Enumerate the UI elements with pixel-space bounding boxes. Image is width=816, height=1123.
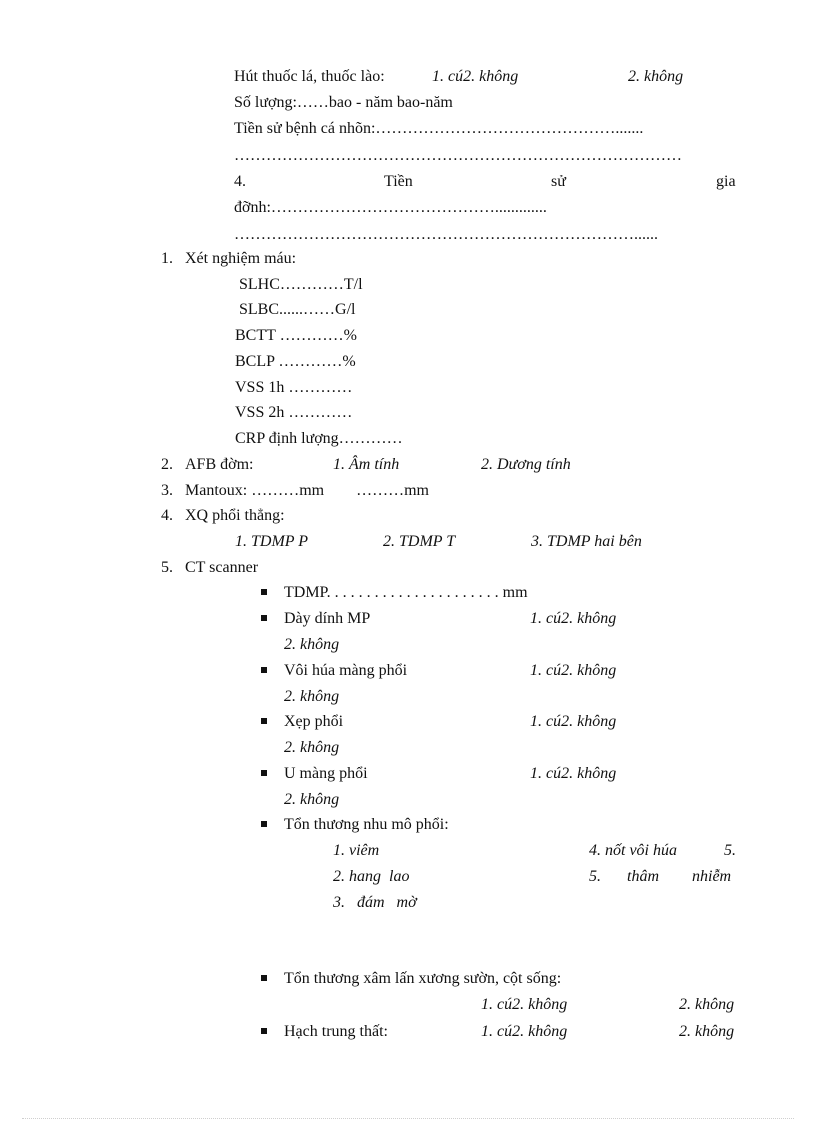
blood-item-crp: CRP định lượng………… bbox=[235, 430, 403, 447]
ct-dense-option-no: 2. không bbox=[284, 636, 340, 653]
blood-test-number: 1. bbox=[161, 250, 173, 267]
ct-calc-option-no: 2. không bbox=[284, 688, 340, 705]
family-history: đỡnh:……………………………………............. bbox=[234, 199, 547, 216]
xray-option-left: 2. TDMP T bbox=[383, 533, 456, 550]
ct-number: 5. bbox=[161, 559, 173, 576]
bullet-icon bbox=[261, 770, 267, 776]
blood-item-bctt: BCTT …………% bbox=[235, 327, 357, 344]
family-history-word2: sử bbox=[551, 173, 566, 190]
family-history-dots: …………………………………………………………………...... bbox=[234, 226, 658, 243]
xray-label: XQ phổi thẳng: bbox=[185, 507, 285, 524]
ct-invasion-option-no: 2. không bbox=[679, 996, 735, 1013]
ct-mediastinal-option-yes: 1. cú2. không bbox=[481, 1023, 568, 1040]
smoking-option-yes: 1. cú2. không bbox=[432, 68, 519, 85]
smoking-option-no: 2. không bbox=[628, 68, 684, 85]
ct-collapse-option-no: 2. không bbox=[284, 739, 340, 756]
parenchyma-option-4: 4. nốt vôi húa bbox=[589, 842, 677, 859]
blood-item-slhc: SLHC…………T/l bbox=[239, 276, 363, 293]
ct-invasion-label: Tổn thương xâm lấn xương sườn, cột sống: bbox=[284, 970, 562, 987]
ct-title: CT scanner bbox=[185, 559, 259, 576]
ct-invasion-option-yes: 1. cú2. không bbox=[481, 996, 568, 1013]
family-history-number: 4. bbox=[234, 173, 246, 190]
ct-mediastinal-label: Hạch trung thất: bbox=[284, 1023, 388, 1040]
family-history-word1: Tiền bbox=[384, 173, 413, 190]
ct-tdmp: TDMP. . . . . . . . . . . . . . . . . . . . . . mm bbox=[284, 584, 528, 601]
ct-calc-label: Vôi húa màng phổi bbox=[284, 662, 408, 679]
bullet-icon bbox=[261, 718, 267, 724]
bullet-icon bbox=[261, 821, 267, 827]
ct-parenchyma-label: Tổn thương nhu mô phổi: bbox=[284, 816, 449, 833]
blood-item-vss2h: VSS 2h ………… bbox=[235, 404, 353, 421]
bullet-icon bbox=[261, 975, 267, 981]
ct-mediastinal-option-no: 2. không bbox=[679, 1023, 735, 1040]
bullet-icon bbox=[261, 667, 267, 673]
mantoux-label: Mantoux: ………mm ………mm bbox=[185, 482, 429, 499]
parenchyma-option-5b-word2: nhiễm bbox=[692, 868, 732, 885]
bullet-icon bbox=[261, 589, 267, 595]
ct-tumor-option-no: 2. không bbox=[284, 791, 340, 808]
ct-dense-option-yes: 1. cú2. không bbox=[530, 610, 617, 627]
parenchyma-option-5a: 5. bbox=[724, 842, 736, 859]
xray-number: 4. bbox=[161, 507, 173, 524]
personal-history-dots: ………………………………………………………………………… bbox=[234, 147, 682, 164]
xray-option-right: 1. TDMP P bbox=[235, 533, 309, 550]
blood-test-title: Xét nghiệm máu: bbox=[185, 250, 297, 267]
smoking-quantity: Số lượng:……bao - năm bao-năm bbox=[234, 94, 453, 111]
afb-label: AFB đờm: bbox=[185, 456, 254, 473]
bullet-icon bbox=[261, 615, 267, 621]
afb-option-positive: 2. Dương tính bbox=[481, 456, 571, 473]
ct-tumor-label: U màng phổi bbox=[284, 765, 368, 782]
ct-dense-label: Dày dính MP bbox=[284, 610, 371, 627]
xray-option-both: 3. TDMP hai bên bbox=[531, 533, 642, 550]
bullet-icon bbox=[261, 1028, 267, 1034]
afb-number: 2. bbox=[161, 456, 173, 473]
afb-option-negative: 1. Âm tính bbox=[333, 456, 400, 473]
parenchyma-option-5b-word1: thâm bbox=[627, 868, 659, 885]
ct-calc-option-yes: 1. cú2. không bbox=[530, 662, 617, 679]
page-bottom-rule bbox=[22, 1118, 794, 1119]
ct-collapse-label: Xẹp phổi bbox=[284, 713, 344, 730]
parenchyma-option-1: 1. viêm bbox=[333, 842, 380, 859]
family-history-word3: gia bbox=[716, 173, 736, 190]
ct-tumor-option-yes: 1. cú2. không bbox=[530, 765, 617, 782]
parenchyma-option-2: 2. hang lao bbox=[333, 868, 410, 885]
blood-item-vss1h: VSS 1h ………… bbox=[235, 379, 353, 396]
blood-item-slbc: SLBC......……G/l bbox=[239, 301, 356, 318]
parenchyma-option-5b-number: 5. bbox=[589, 868, 601, 885]
smoking-label: Hút thuốc lá, thuốc lào: bbox=[234, 68, 385, 85]
mantoux-number: 3. bbox=[161, 482, 173, 499]
blood-item-bclp: BCLP …………% bbox=[235, 353, 356, 370]
ct-collapse-option-yes: 1. cú2. không bbox=[530, 713, 617, 730]
personal-history: Tiền sử bệnh cá nhõn:………………………………………....... bbox=[234, 120, 644, 137]
parenchyma-option-3: 3. đám mờ bbox=[333, 894, 417, 911]
